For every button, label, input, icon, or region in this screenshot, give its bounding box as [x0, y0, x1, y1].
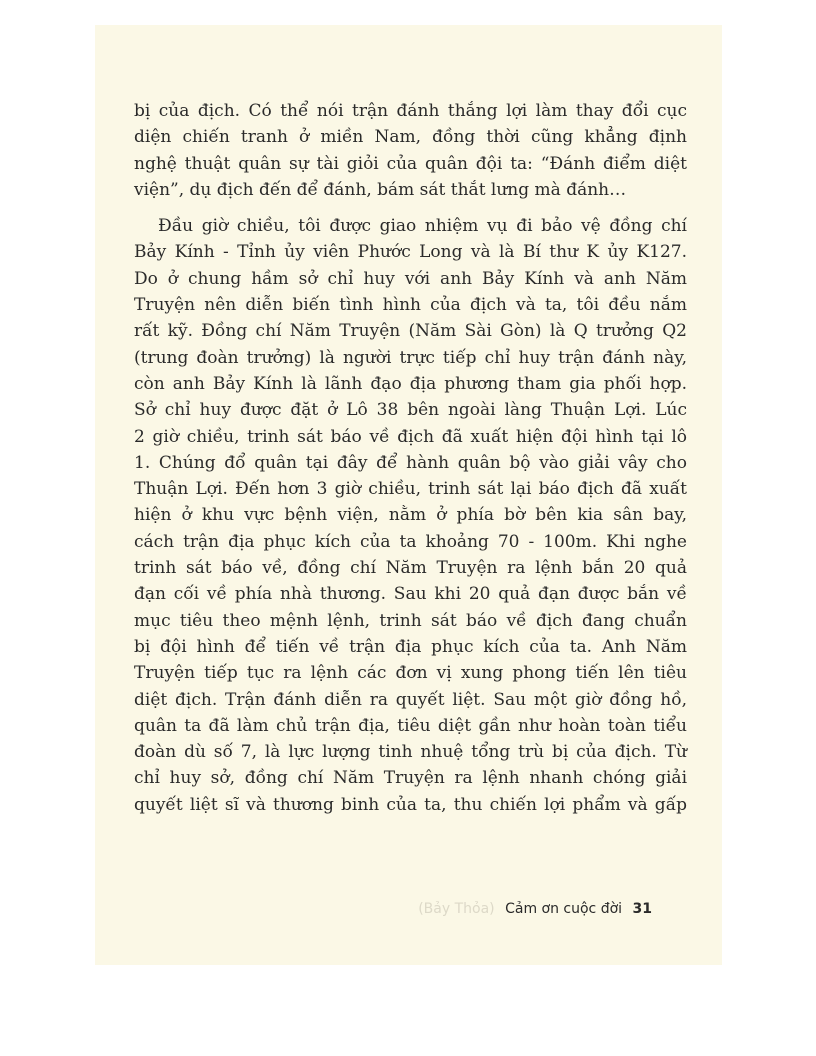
text-line: nghệ thuật quân sự tài giỏi của quân đội ta: “Đánh điểm diệt	[134, 153, 687, 174]
text-line: đoàn dù số 7, là lực lượng tinh nhuệ tổng trù bị của địch. Từ	[134, 742, 687, 763]
text-line: quân ta đã làm chủ trận địa, tiêu diệt gần như hoàn toàn tiểu	[134, 715, 687, 736]
page-footer	[418, 901, 652, 917]
text-line: Do ở chung hầm sở chỉ huy với anh Bảy Kính và anh Năm	[134, 268, 687, 289]
text-line: đạn cối về phía nhà thương. Sau khi 20 quả đạn được bắn về	[134, 584, 687, 605]
faint-bleed-text: (Bảy Thỏa)	[418, 901, 495, 917]
book-page	[95, 25, 722, 965]
text-line: cách trận địa phục kích của ta khoảng 70 - 100m. Khi nghe	[134, 531, 687, 552]
text-line: diệt địch. Trận đánh diễn ra quyết liệt. Sau một giờ đồng hồ,	[134, 689, 687, 710]
text-line: hiện ở khu vực bệnh viện, nằm ở phía bờ bên kia sân bay,	[134, 505, 687, 526]
text-line: trinh sát báo về, đồng chí Năm Truyện ra lệnh bắn 20 quả	[134, 558, 687, 579]
paragraph-1	[134, 98, 687, 203]
text-line: Bảy Kính - Tỉnh ủy viên Phước Long và là Bí thư K ủy K127.	[134, 242, 687, 263]
book-title: Cảm ơn cuộc đời	[505, 901, 623, 917]
text-line: còn anh Bảy Kính là lãnh đạo địa phương tham gia phối hợp.	[134, 373, 687, 394]
text-line: (trung đoàn trưởng) là người trực tiếp chỉ huy trận đánh này,	[134, 347, 687, 368]
body-text	[134, 98, 687, 828]
text-line: viện”, dụ địch đến để đánh, bám sát thắt lưng mà đánh…	[134, 179, 627, 200]
paragraph-2	[134, 213, 687, 818]
text-line: Truyện tiếp tục ra lệnh các đơn vị xung phong tiến lên tiêu	[134, 663, 687, 684]
text-line: 2 giờ chiều, trinh sát báo về địch đã xuất hiện đội hình tại lô	[134, 426, 687, 447]
text-line: diện chiến tranh ở miền Nam, đồng thời cũng khẳng định	[134, 127, 687, 148]
text-line: mục tiêu theo mệnh lệnh, trinh sát báo về địch đang chuẩn	[134, 610, 687, 631]
text-line: chỉ huy sở, đồng chí Năm Truyện ra lệnh nhanh chóng giải	[134, 768, 687, 789]
text-line: Sở chỉ huy được đặt ở Lô 38 bên ngoài làng Thuận Lợi. Lúc	[134, 400, 687, 421]
text-line: Truyện nên diễn biến tình hình của địch và ta, tôi đều nắm	[134, 295, 687, 316]
page-number: 31	[632, 901, 652, 917]
text-line: rất kỹ. Đồng chí Năm Truyện (Năm Sài Gòn) là Q trưởng Q2	[134, 321, 687, 342]
text-line: bị của địch. Có thể nói trận đánh thắng lợi làm thay đổi cục	[134, 101, 687, 121]
text-line: 1. Chúng đổ quân tại đây để hành quân bộ vào giải vây cho	[134, 452, 687, 473]
text-line: bị đội hình để tiến về trận địa phục kích của ta. Anh Năm	[134, 636, 687, 657]
text-line: Thuận Lợi. Đến hơn 3 giờ chiều, trinh sát lại báo địch đã xuất	[134, 479, 687, 500]
text-line: quyết liệt sĩ và thương binh của ta, thu chiến lợi phẩm và gấp	[134, 794, 687, 815]
text-line: Đầu giờ chiều, tôi được giao nhiệm vụ đi bảo vệ đồng chí	[158, 216, 687, 237]
